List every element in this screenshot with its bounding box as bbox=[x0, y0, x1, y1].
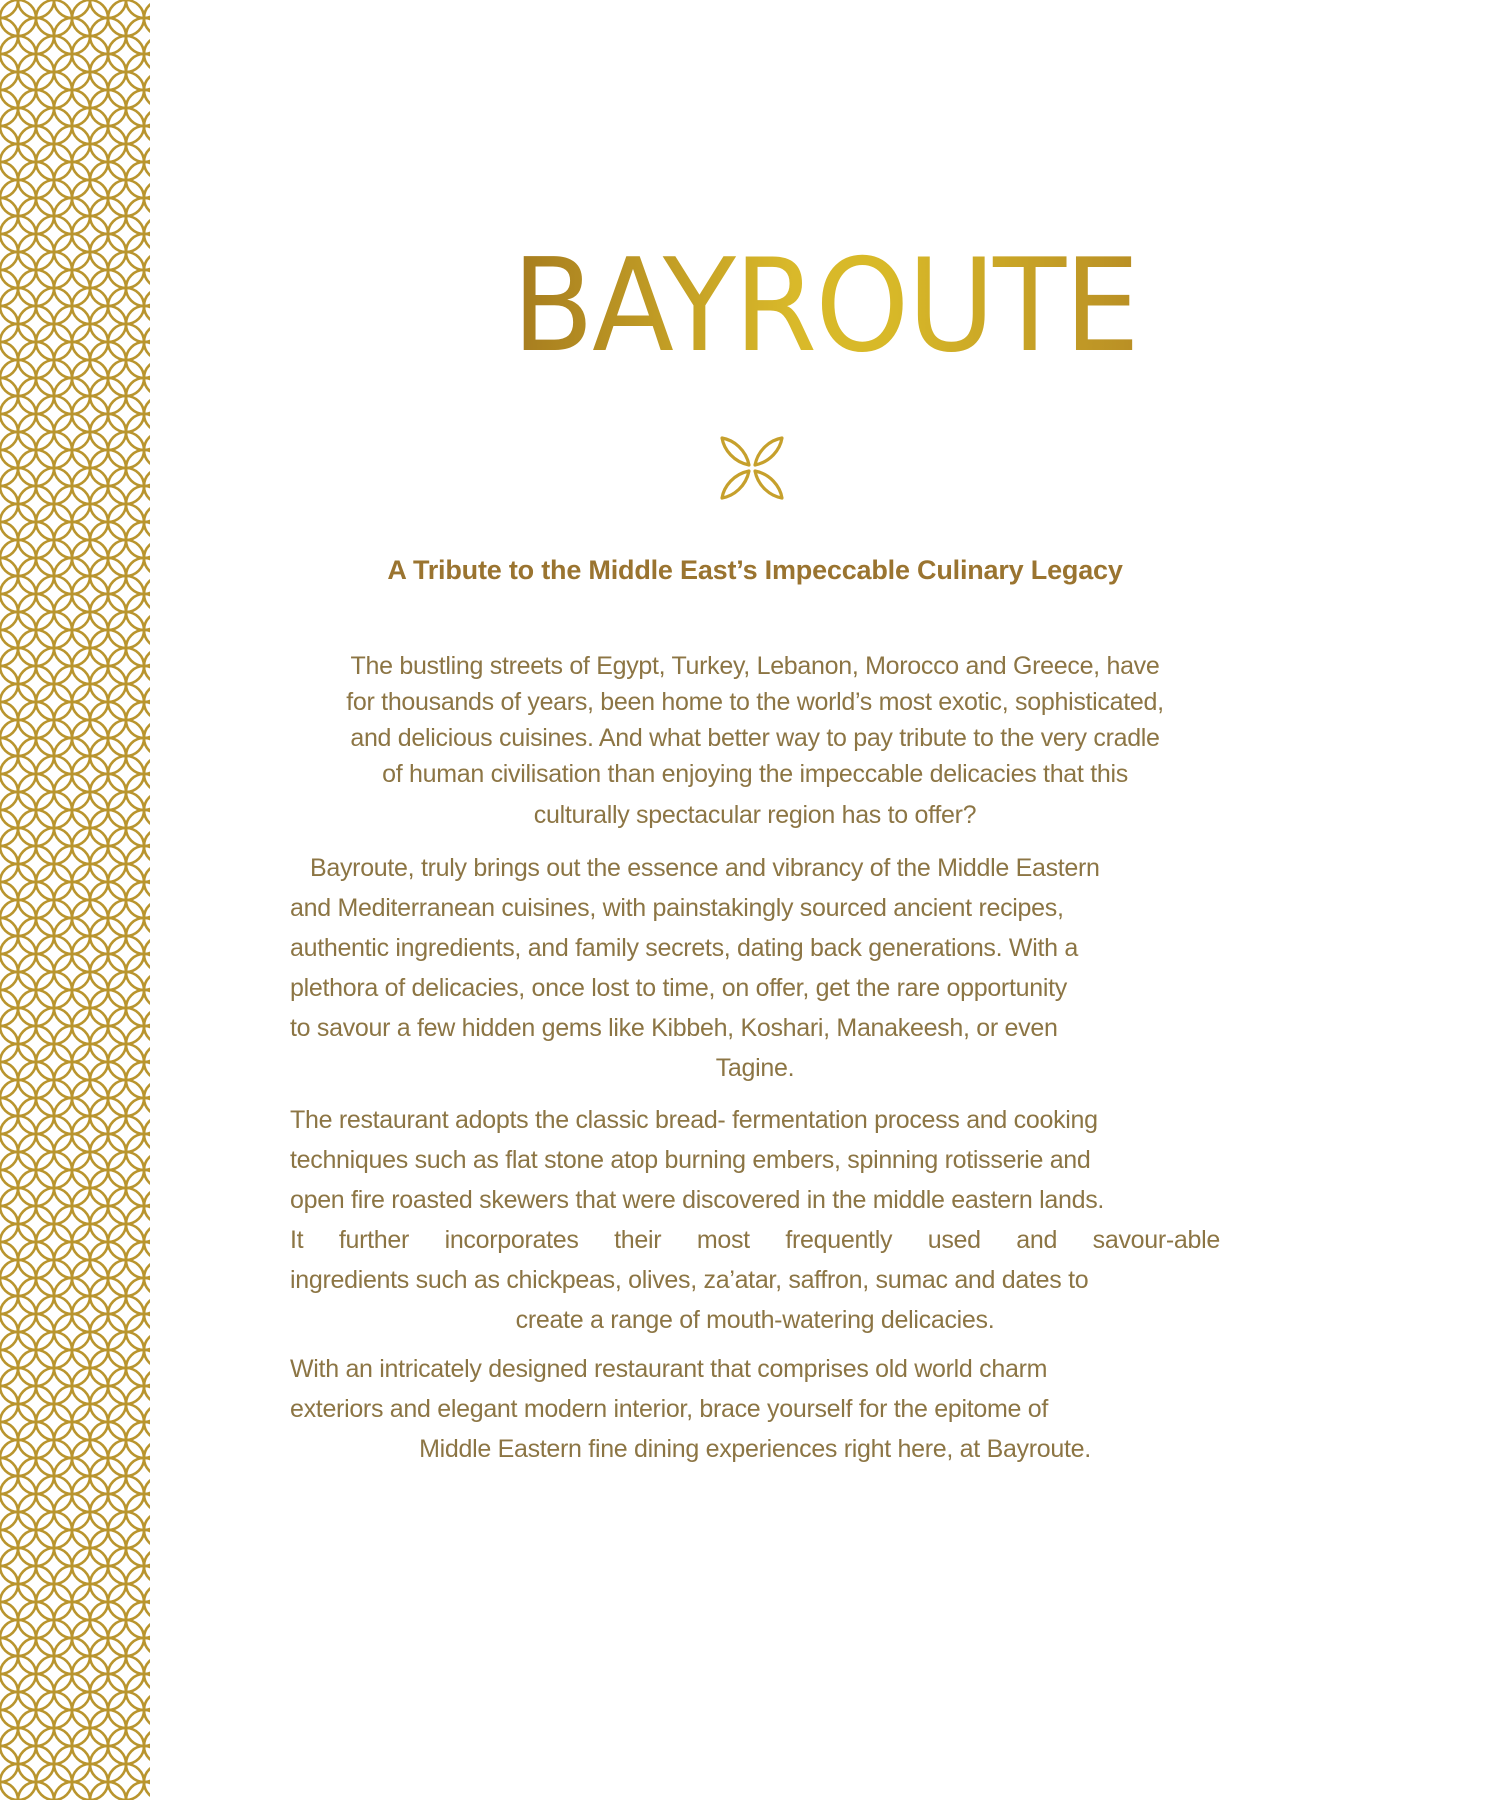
closing-paragraph bbox=[290, 1349, 1220, 1469]
text-line: culturally spectacular region has to offer? bbox=[533, 801, 977, 829]
text-line: create a range of mouth-watering delicacies. bbox=[515, 1306, 995, 1334]
intro-paragraph bbox=[290, 648, 1220, 834]
text-line: The restaurant adopts the classic bread- fermentation process and cooking bbox=[290, 1106, 1098, 1134]
text-line: for thousands of years, been home to the world’s most exotic, sophisticated, bbox=[346, 688, 1164, 716]
text-line: of human civilisation than enjoying the impeccable delicacies that this bbox=[382, 760, 1128, 788]
text-line: It further incorporates their most frequently used and savour-able bbox=[290, 1226, 1220, 1254]
text-line: and Mediterranean cuisines, with painstakingly sourced ancient recipes, bbox=[290, 894, 1064, 922]
text-line: techniques such as flat stone atop burning embers, spinning rotisserie and bbox=[290, 1146, 1091, 1174]
lattice-pattern-icon bbox=[0, 0, 150, 1800]
text-line: authentic ingredients, and family secrets, dating back generations. With a bbox=[290, 934, 1078, 962]
text-line: Middle Eastern fine dining experiences right here, at Bayroute. bbox=[419, 1435, 1091, 1463]
page-heading: A Tribute to the Middle East’s Impeccable Culinary Legacy bbox=[387, 555, 1123, 585]
bayroute-wordmark bbox=[505, 228, 1145, 368]
text-line: exteriors and elegant modern interior, brace yourself for the epitome of bbox=[290, 1395, 1048, 1423]
text-line: open fire roasted skewers that were discovered in the middle eastern lands. bbox=[290, 1186, 1105, 1214]
svg-text:BAYROUTE: BAYROUTE bbox=[512, 232, 1138, 368]
text-line: plethora of delicacies, once lost to time, on offer, get the rare opportunity bbox=[290, 974, 1067, 1002]
text-line: and delicious cuisines. And what better way to pay tribute to the very cradle bbox=[350, 724, 1160, 752]
four-petal-flower-icon bbox=[716, 432, 788, 504]
text-line: The bustling streets of Egypt, Turkey, Lebanon, Morocco and Greece, have bbox=[350, 652, 1160, 680]
text-line: Bayroute, truly brings out the essence and vibrancy of the Middle Eastern bbox=[310, 854, 1100, 882]
text-line: ingredients such as chickpeas, olives, za’atar, saffron, sumac and dates to bbox=[290, 1266, 1089, 1294]
text-line: Tagine. bbox=[715, 1054, 795, 1082]
brand-logo bbox=[150, 228, 1500, 368]
text-line: With an intricately designed restaurant that comprises old world charm bbox=[290, 1355, 1048, 1383]
cooking-techniques-paragraph bbox=[290, 1100, 1220, 1340]
text-line: to savour a few hidden gems like Kibbeh, Koshari, Manakeesh, or even bbox=[290, 1014, 1058, 1042]
bayroute-essence-paragraph bbox=[290, 848, 1220, 1088]
decorative-pattern-strip bbox=[0, 0, 150, 1800]
